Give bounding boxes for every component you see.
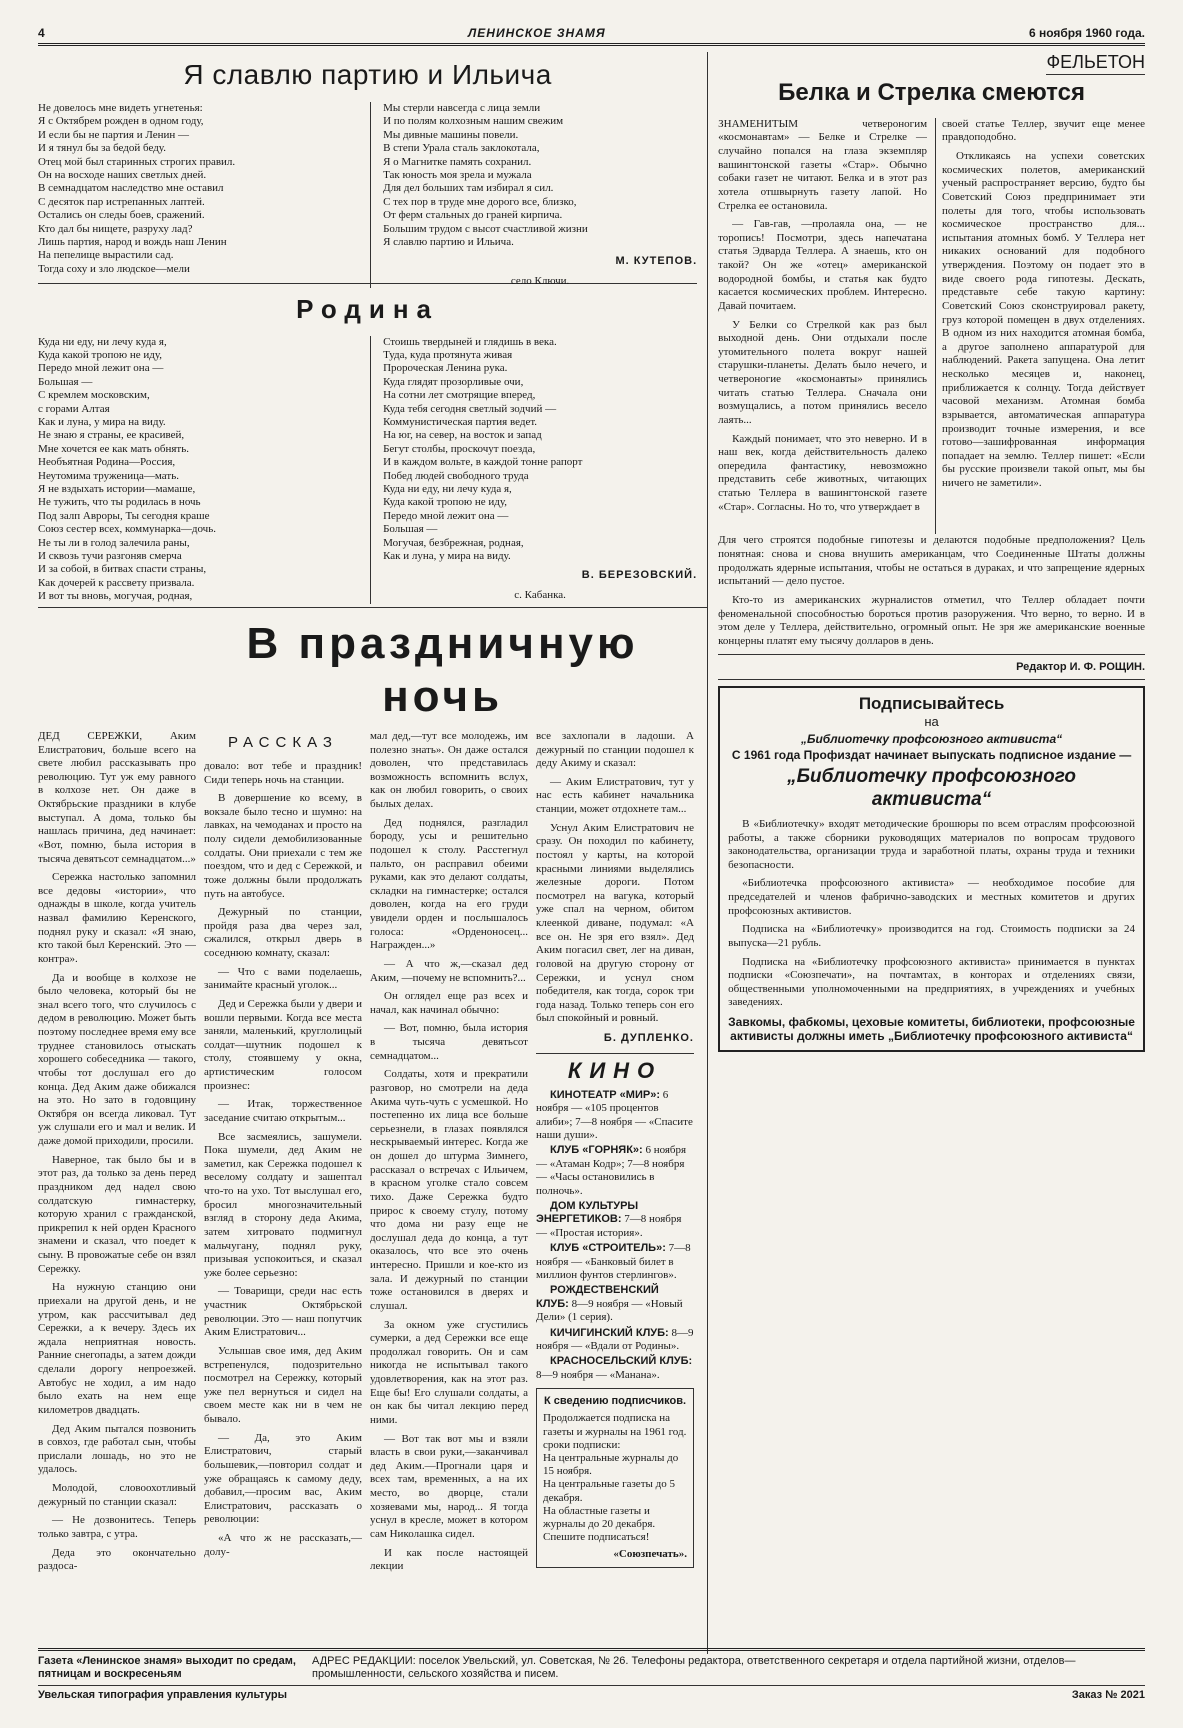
poem-column-2-wrap (370, 102, 697, 288)
ad-heading: Подписывайтесь (858, 693, 1005, 713)
right-column (707, 534, 1145, 1654)
rubric-label: ФЕЛЬЕТОН (1046, 52, 1145, 75)
paragraph: — Итак, торжественное заседание считаю открытым... (204, 1098, 362, 1124)
feuilleton-column-1 (718, 118, 927, 588)
editorial-address: АДРЕС РЕДАКЦИИ: поселок Увельский, ул. Советская, № 26. Телефоны редактора, ответственного секретаря и отдела партийной жизни, отделов—промышленности, сельского хозяйства и писем. (312, 1655, 1076, 1681)
paragraph: Дед Аким пытался позвонить в совхоз, где работал сын, чтобы прислали лошадь, но это не удалось. (38, 1422, 196, 1476)
poems-block (38, 52, 697, 607)
cinema-item: ДОМ КУЛЬТУРЫ ЭНЕРГЕТИКОВ: 7—8 ноября — «Простая история». (536, 1199, 682, 1239)
poem-column-1: Куда ни еду, ни лечу куда я, Куда какой тропою не иду, Передо мной лежит она — Большая — С кремлем московским, с горами Алтая Как и луна, у мира на виду. Не знаю я страны, ее красивей, Мне хочется ее как мать обнять. Необъятная Родина—Россия, Неутомима труженица—мать. Я не вздыхать истории—мамаше, Не тужить, что ты родилась в ночь Под залп Авроры, Ты сегодня краше Союз сестер всех, коммунарка—дочь. Не ты ли в голод залечила раны, И сквозь тучи разгоняв смерча И за собой, в битвах спасти страны, Как дочерей к рассвету призвала. И вот ты вновь, могучая, родная, (38, 335, 216, 603)
story-author: Б. ДУПЛЕНКО. (603, 1032, 694, 1045)
paragraph: все захлопали в ладоши. А дежурный по станции подошел к деду Акиму и сказал: (536, 729, 694, 770)
masthead (38, 26, 1145, 46)
printer-info: Увельская типография управления культуры (38, 1689, 287, 1702)
story-column-4 (536, 730, 694, 1579)
order-number: Заказ № 2021 (1071, 1689, 1145, 1702)
poem-column-2: Мы стерли навсегда с лица земли И по полям колхозным нашим свежим Мы дивные машины повели. В степи Урала сталь заклокотала, Я о Магнитке память сохранил. Так юность моя зрела и мужала Для дел больших там избирал я сил. С тех пор в труде мне дорого все, близко, От ферм стальных до граней кирпича. Большим трудом с высот счастливой жизни Я славлю партию и Ильича. (383, 101, 588, 249)
advertisement (718, 686, 1145, 1052)
footer (38, 1648, 1145, 1703)
ad-paragraph: Подписка на «Библиотечку профсоюзного активиста» принимается в пунктах подписки «Союзпечати», на почтамтах, в конторах и отделениях связи, общественными уполномоченными на предприятиях, в учреждениях и учебных заведениях. (728, 955, 1135, 1009)
paragraph: Услышав свое имя, дед Аким встрепенулся, подозрительно посмотрел на Сережку, который уже пел вернуться и сидел на своем месте как ни в чем не бывало. (204, 1344, 362, 1426)
editor-signature: Редактор И. Ф. РОЩИН. (718, 654, 1145, 679)
paragraph: И как после настоящей лекции (370, 1546, 528, 1573)
paragraph: довало: вот тебе и праздник! Сиди теперь ночь на станции. (204, 759, 362, 786)
paragraph: — Да, это Аким Елистратович, старый большевик,—повторил солдат и уже обращаясь к самому деду, добавил,—просим вас, Аким Елистратович, рассказать о революции: (204, 1431, 362, 1526)
ad-paragraph: «Библиотечка профсоюзного активиста» — необходимое пособие для председателей и членов фабрично-заводских и местных комитетов и других профсоюзных активистов. (728, 877, 1135, 917)
paragraph: Каждый понимает, что это неверно. И в наш век, когда действительность далеко опередила фантастику, невозможно представить себе животных, читающих статью Теллера в вашингтонской газете «Стар». Согласны. Но то, что утверждает в (718, 432, 928, 513)
poem-column-1: Не довелось мне видеть угнетенья: Я с Октябрем рожден в одном году, И если бы не партия и Ленин — И я тянул бы за бедой беду. Отец мой был старинных строгих правил. Он на восходе наших светлых дней. В семнадцатом наследство мне оставил С десяток пар истрепанных лаптей. Остались он следы боев, сражений. Кто дал бы нищете, разруху лад? Лишь партия, народ и вождь наш Ленин На пепелище вырастили сад. Тогда соху и зло людское—мели (38, 101, 236, 275)
ad-line: „Библиотечку профсоюзного активиста“ (800, 731, 1063, 746)
paragraph: Дед поднялся, разгладил бороду, усы и решительно подошел к столу. Расстегнул пальто, он расправил обеими руками, как это делают солдаты, складки на гимнастерке; остался доволен, когда на его груди увидели орден и послышалось голоса: «Орденоносец... Награжден...» (370, 816, 528, 952)
paragraph: На нужную станцию они приехали на другой день, и не утром, как рассчитывал дед Сережки, а к вечеру. Здесь их ждала неприятная новость. Ранние снегопады, а затем дожди сделали дорогу непроезжей. Автобус не ходил, а им надо было ехать на нем еще километров двадцать. (38, 1281, 196, 1416)
notice-title: К сведению подписчиков. (543, 1395, 687, 1408)
paragraph: своей статье Теллер, звучит еще менее правдоподобно. (942, 117, 1145, 144)
paragraph: Сережка настолько запомнил все дедовы «истории», что однажды в школе, когда учитель назвал фамилию Керенского, поднял руку и сказал: «Я знаю, кто такой был Керенский. Это — контра». (38, 871, 196, 965)
paragraph: — Гав-гав, —пролаяла она, — не торопись! Посмотри, здесь напечатана статья Эдварда Теллера. А знаешь, кто он такой? Он же «отец» американской водородной бомбы, и статья как будто касается космических проблем. Интересно. Давай почитаем. (718, 218, 928, 312)
paragraph: Деда это окончательно раздоса- (38, 1546, 196, 1573)
paragraph: ЗНАМЕНИТЫМ четвероногим «космонавтам» — Белке и Стрелке — случайно попался на глаза экземпляр вашингтонской газеты «Стар». Обычно собаки газет не читают. Белка и в этот раз хотела отшвырнуть газету лапой. Но Стрелка ее остановила. (718, 117, 928, 212)
poem-column-2: Стоишь твердыней и глядишь в века. Туда, куда протянута живая Пророческая Ленина рука. Куда глядят прозорливые очи, На сотни лет смотрящие вперед, Куда тебя сегодня светлый зодчий — Коммунистическая партия ведет. На юг, на север, на восток и запад Бегут столбы, проскочут поезда, И в каждом вольте, в каждой тонне рапорт Побед людей свободного труда Куда ни еду, ни лечу куда я, Куда какой тропою не иду, Передо мной лежит она — Большая — Могучая, безбрежная, родная, Как и луна, у мира на виду. (383, 335, 583, 563)
poem-author: В. БЕРЕЗОВСКИЙ. (581, 569, 698, 582)
cinema-item: КЛУБ «ГОРНЯК»: 6 ноября — «Атаман Кодр»; 7—8 ноября — «Часы остановились в полночь». (536, 1144, 687, 1197)
feuilleton-title: Белка и Стрелка смеются (778, 78, 1085, 106)
cinema-item: КРАСНОСЕЛЬСКИЙ КЛУБ: 8—9 ноября — «Манана». (536, 1355, 693, 1381)
paragraph: Для чего строятся подобные гипотезы и делаются подобные предположения? Цель понятная: снова и снова внушить американцам, что Соединенные Штаты должны продолжать ядерные испытания, чтобы не остаться в дураках, и что запрещение ядерных испытаний — дело пустое. (718, 534, 1145, 588)
ad-line: на (924, 713, 939, 729)
paragraph: — Вот так вот мы и взяли власть в свои руки,—заканчивал дед Аким.—Прогнали царя и всех там, временных, а на их место, во дворце, стали хозяевами мы, народ... Я тогда уснул в кресле, может в котором сам Николашка сидел. (370, 1432, 528, 1540)
cinema-item: КИНОТЕАТР «МИР»: 6 ноября — «105 процентов алиби»; 7—8 ноября — «Спасите наши души». (536, 1088, 693, 1141)
paragraph: В довершение ко всему, в вокзале было тесно и шумно: на лавках, на чемоданах и просто на полу сидели демобилизованные солдаты. Они приехали с тем же поездом, что и дед с Сережкой, и тоже должны были продолжать путь на автобусе. (204, 792, 362, 900)
story-column-3 (370, 730, 528, 1579)
poem-rodina (38, 283, 697, 603)
poem-place: село Ключи. (510, 274, 570, 287)
issue-date: 6 ноября 1960 года. (1028, 26, 1145, 40)
paragraph: Уснул Аким Елистратович не сразу. Он походил по кабинету, постоял у карты, на которой красными линиями выделялись железные дороги. Потом посмотрел на вагука, который уже спал на черном, обитом клеенкой диване, подумал: «А все он. Не зря его взял». Дед Аким погасил свет, лег на диван, головой на другую сторону от Сережки, и уснул сном победителя, как тогда, сорок три года назад. Только теперь сон его был спокойный и ровный. (536, 821, 694, 1025)
story-column-2 (204, 730, 362, 1579)
paragraph: За окном уже сгустились сумерки, а дед Сережки все еще продолжал говорить. Он и сам никогда не испытывал такого удовлетворения, как на этот раз. Еще бы! Его слушали солдаты, а он как бы читал лекцию перед ними. (370, 1318, 528, 1426)
notice-body: Продолжается подписка на газеты и журналы на 1961 год. сроки подписки: На центральные журналы до 15 ноября. На центральные газеты до 5 декабря. На областные газеты и журналы до 20 декабря. Спешите подписаться! (543, 1412, 687, 1544)
paragraph: У Белки со Стрелкой как раз был выходной день. Они отдыхали после утомительного полета вокруг нашей старушки-планеты. Делать было нечего, и четвероногие «космонавты» принялись читать статью Теллера. Сначала они возмущались, а потом принялись весело лаять... (718, 318, 928, 426)
poem-column-2-wrap (370, 336, 697, 604)
feuilleton-block (707, 52, 1145, 607)
publication-schedule: Газета «Ленинское знамя» выходит по средам, пятницам и воскресеньям (38, 1655, 296, 1681)
ad-paragraph: Подписка на «Библиотечку» производится на год. Стоимость подписки за 24 выпуска—21 рубль. (728, 923, 1135, 949)
story-block (38, 614, 697, 1654)
paragraph: Молодой, словоохотливый дежурный по станции сказал: (38, 1482, 196, 1508)
ad-paragraph: В «Библиотечку» входят методические брошюры по всем отраслям профсоюзной работы, а также сборники руководящих материалов по вопросам трудового законодательства, организации труда и заработной платы, охраны труда и техники безопасности. (728, 817, 1135, 871)
paragraph: — Аким Елистратович, тут у нас есть кабинет начальника станции, может отдохнете там... (536, 775, 694, 816)
story-title: В праздничную ночь (246, 619, 639, 722)
upper-section (38, 52, 1145, 607)
poem-slavlyu (38, 58, 698, 287)
ad-slogan: Завкомы, фабкомы, цеховые комитеты, библиотеки, профсоюзные активисты должны иметь „Библиотечку профсоюзного активиста“ (728, 1015, 1135, 1044)
paragraph: Солдаты, хотя и прекратили разговор, но смотрели на деда Акима чуть-чуть с усмешкой. Но постепенно их лица все больше серьезнели, в глазах появлялся нескрываемый интерес. Когда же он дошел до штурма Зимнего, рассказал о встречах с Ильичем, в красном уголке стало совсем тихо. Даже Сережка будто прирос к своему стулу, потому что дома ни разу еще не дослушал деда до конца, а тут оказалось, что все это очень интересно. Пришли и кое-кто из зала. И дежурный по станции тоже остановился в дверях и слушал. (370, 1068, 528, 1312)
paragraph: — А что ж,—сказал дед Аким, —почему не вспомнить?... (370, 957, 528, 984)
story-genre: РАССКАЗ (228, 733, 338, 751)
poem-place: с. Кабанка. (514, 588, 566, 601)
paragraph: — Что с вами поделаешь, занимайте красный уголок... (204, 965, 362, 992)
ad-line: С 1961 года Профиздат начинает выпускать подписное издание — (731, 747, 1132, 762)
paragraph: «А что ж не рассказать,—долу- (204, 1532, 362, 1558)
paragraph: Дед и Сережка были у двери и вошли первыми. Когда все места заняли, маленький, круглолицый солдат—шутник подошел к столу, стоявшему у окна, артистическим голосом произнес: (204, 997, 362, 1092)
paragraph: Все засмеялись, зашумели. Пока шумели, дед Аким не заметил, как Сережка подошел к веселому солдату и зашептал что-то на ухо. Тот выслушал его, бросил многозначительный взгляд в сторону деда Акима, затем хитровато подмигнул мальчугану, поднял руку, призывая успокоиться, и сказал уже более серьезно: (204, 1130, 362, 1279)
paragraph: — Вот, помню, была история в тысяча девятьсот семнадцатом... (370, 1022, 528, 1062)
paragraph: — Не дозвонитесь. Теперь только завтра, с утра. (38, 1514, 196, 1540)
cinema-item: КИЧИГИНСКИЙ КЛУБ: 8—9 ноября — «Вдали от Родины». (536, 1326, 694, 1352)
newspaper-name: ЛЕНИНСКОЕ ЗНАМЯ (468, 26, 606, 40)
paragraph: мал дед,—тут все молодежь, им полезно знать». Он даже остался доволен, что представилась возможность вспомнить вслух, как он любил говорить, о своих былых делах. (370, 729, 528, 811)
notice-signature: «Союзпечать». (613, 1548, 687, 1561)
feuilleton-column-2 (935, 118, 1145, 588)
paragraph: ДЕД СЕРЕЖКИ, Аким Елистратович, больше всего на свете любил рассказывать про революцию. Тут уж ему равного в колхозе нет. Он даже в Октябрьские праздники в клубе выступал. А дома, только бы нашлась причина, дед начинает: «Вот, помню, была история в тысяча девятьсот семнадцатом...» (38, 729, 196, 865)
story-column-1 (38, 730, 196, 1579)
ad-title: „Библиотечку профсоюзного активиста“ (787, 766, 1077, 811)
poem-author: М. КУТЕПОВ. (615, 255, 698, 268)
paragraph: Он оглядел еще раз всех и начал, как начинал обычно: (370, 990, 528, 1016)
paragraph: Дежурный по станции, пройдя раза два через зал, сжалился, открыл дверь в соседнюю комнату, сказал: (204, 906, 362, 960)
poem-title: Родина (296, 294, 440, 325)
cinema-title: КИНО (567, 1058, 663, 1084)
poem-title: Я славлю партию и Ильича (183, 59, 552, 91)
paragraph: — Товарищи, среди нас есть участник Октябрьской революции. Это — наш попутчик Аким Елистратович... (204, 1285, 362, 1339)
cinema-item: КЛУБ «СТРОИТЕЛЬ»: 7—8 ноября — «Банковый билет в миллион фунтов стерлингов». (536, 1242, 691, 1281)
paragraph: Кто-то из американских журналистов отметил, что Теллер обладает почти феноменальной способностью бороться против разоружения. Что верно, то верно. И в этом деле у Теллера, действительно, огромный опыт. Не зря же американские военные концерны платят ему тысячу долларов в день. (718, 593, 1145, 647)
paragraph: Откликаясь на успехи советских космических полетов, американский ученый распространяет версию, будто бы Советский Союз предпринимает эти полеты для того, чтобы использовать космическое пространство для... испытания атомных бомб. У Теллера нет никаких оснований для подобного утверждения. Поэтому он подает это в виде своего рода гипотезы. Дескать, представьте себе такую картину: Советский Союз сконструировал ракету, груз которой помещен в двух отделениях. В одном из них находится атомная бомба, а другое заполнено аппаратурой для наблюдений. Ракета запущена. Она летит несколько месяцев и, наконец, приближается к солнцу. Тогда действует часовой механизм. Атомная бомба взрывается, автоматическая аппаратура производит точные измерения, и все готово—зашифрованная информация попадает на землю. Теллер пишет: «Если бы русские произвели такой опыт, мы бы ничего не заметили». (942, 150, 1145, 490)
page-number: 4 (38, 26, 45, 40)
cinema-block (536, 1053, 694, 1382)
paragraph: Наверное, так было бы и в этот раз, да только за день перед праздником дед надел свою солдатскую гимнастерку, которую хранил с гражданской, прикрепил к ней орден Красного знамени и сказал, что поедет к сыну. В провожатые себе он взял Сережку. (38, 1153, 196, 1275)
cinema-item: РОЖДЕСТВЕНСКИЙ КЛУБ: 8—9 ноября — «Новый Дели» (1 серия). (536, 1284, 683, 1324)
paragraph: Да и вообще в колхозе не было человека, который бы не знал всего того, что случилось с дедом в революцию. Может быть поэтому последнее время ему все труднее становилось отыскать хорошего собеседника — такого, чтобы тот дослушал его до конца. Дед Аким даже обижался на это. Но зато в годовщину Октября он всегда ликовал. Тут уж слушали его и мал и велик. И даже домой приходили, просили. (38, 971, 196, 1148)
subscription-notice (536, 1388, 694, 1568)
